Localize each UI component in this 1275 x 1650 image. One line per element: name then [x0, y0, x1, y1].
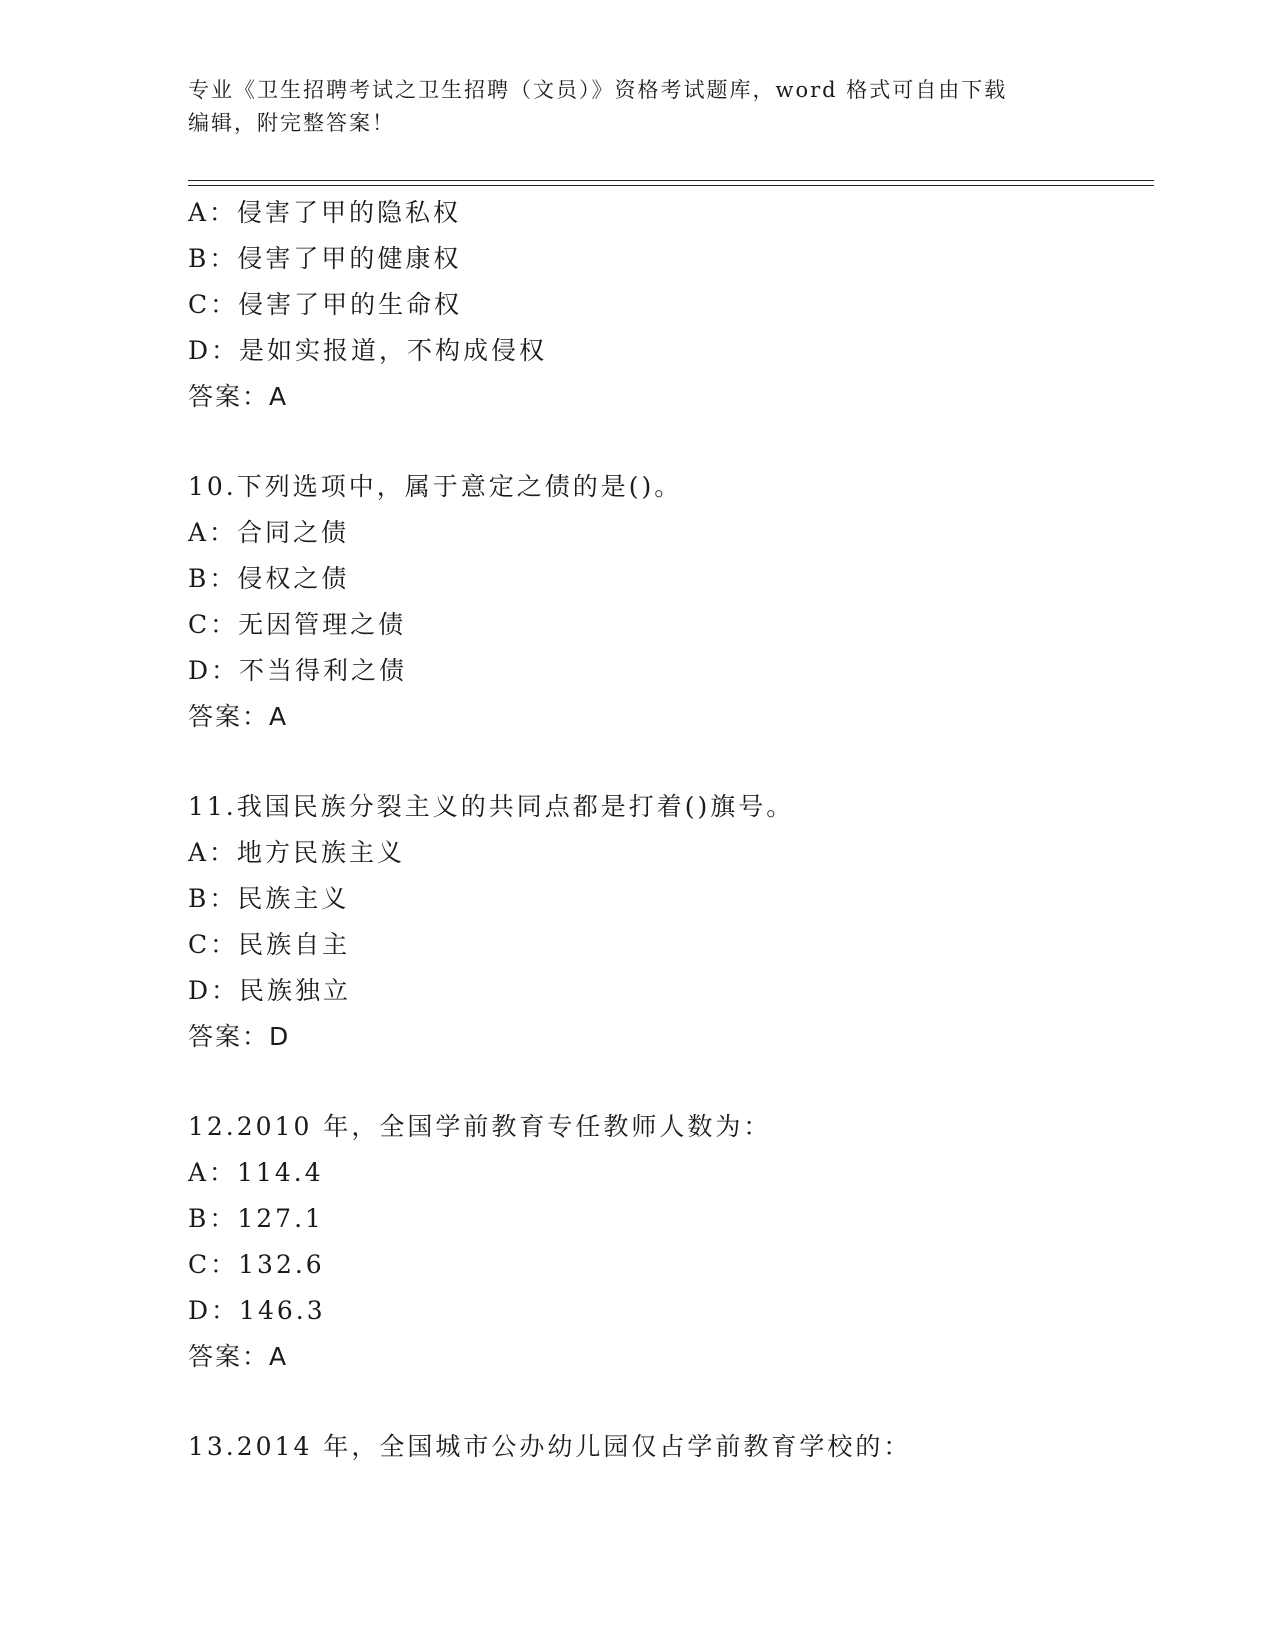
option-d: D：不当得利之债: [188, 656, 408, 685]
question-block-10: [188, 464, 1148, 740]
option-b: B：127.1: [188, 1204, 324, 1233]
option-b: B：侵害了甲的健康权: [188, 244, 462, 273]
option-b: B：民族主义: [188, 884, 350, 913]
question-title: 10.下列选项中，属于意定之债的是()。: [188, 472, 683, 501]
option-b: B：侵权之债: [188, 564, 350, 593]
document-header: [188, 74, 1088, 140]
option-c: C：侵害了甲的生命权: [188, 290, 463, 319]
header-line-1: 专业《卫生招聘考试之卫生招聘（文员）》资格考试题库，word 格式可自由下载: [188, 78, 1008, 102]
option-a: A：合同之债: [188, 518, 350, 547]
option-c: C：无因管理之债: [188, 610, 407, 639]
option-d: D：是如实报道，不构成侵权: [188, 336, 548, 365]
question-block-11: [188, 784, 1148, 1060]
question-title: 12.2010 年，全国学前教育专任教师人数为：: [188, 1112, 772, 1141]
option-a: A：地方民族主义: [188, 838, 406, 867]
option-a: A：侵害了甲的隐私权: [188, 198, 462, 227]
answer-line: 答案：A: [188, 702, 289, 731]
question-block-13: [188, 1424, 1148, 1470]
spacer: [188, 1380, 1148, 1424]
option-d: D：民族独立: [188, 976, 352, 1005]
option-a: A：114.4: [188, 1158, 324, 1187]
header-line-2: 编辑，附完整答案！: [188, 111, 395, 135]
question-title: 13.2014 年，全国城市公办幼儿园仅占学前教育学校的：: [188, 1432, 912, 1461]
question-block-9: [188, 190, 1148, 420]
header-divider-bottom: [188, 185, 1154, 186]
question-title: 11.我国民族分裂主义的共同点都是打着()旗号。: [188, 792, 795, 821]
header-divider-top: [188, 180, 1154, 181]
spacer: [188, 420, 1148, 464]
answer-line: 答案：A: [188, 382, 289, 411]
question-block-12: [188, 1104, 1148, 1380]
spacer: [188, 1060, 1148, 1104]
option-c: C：民族自主: [188, 930, 351, 959]
option-d: D：146.3: [188, 1296, 326, 1325]
question-list: [188, 190, 1148, 1470]
spacer: [188, 740, 1148, 784]
answer-line: 答案：D: [188, 1022, 291, 1051]
option-c: C：132.6: [188, 1250, 325, 1279]
answer-line: 答案：A: [188, 1342, 289, 1371]
